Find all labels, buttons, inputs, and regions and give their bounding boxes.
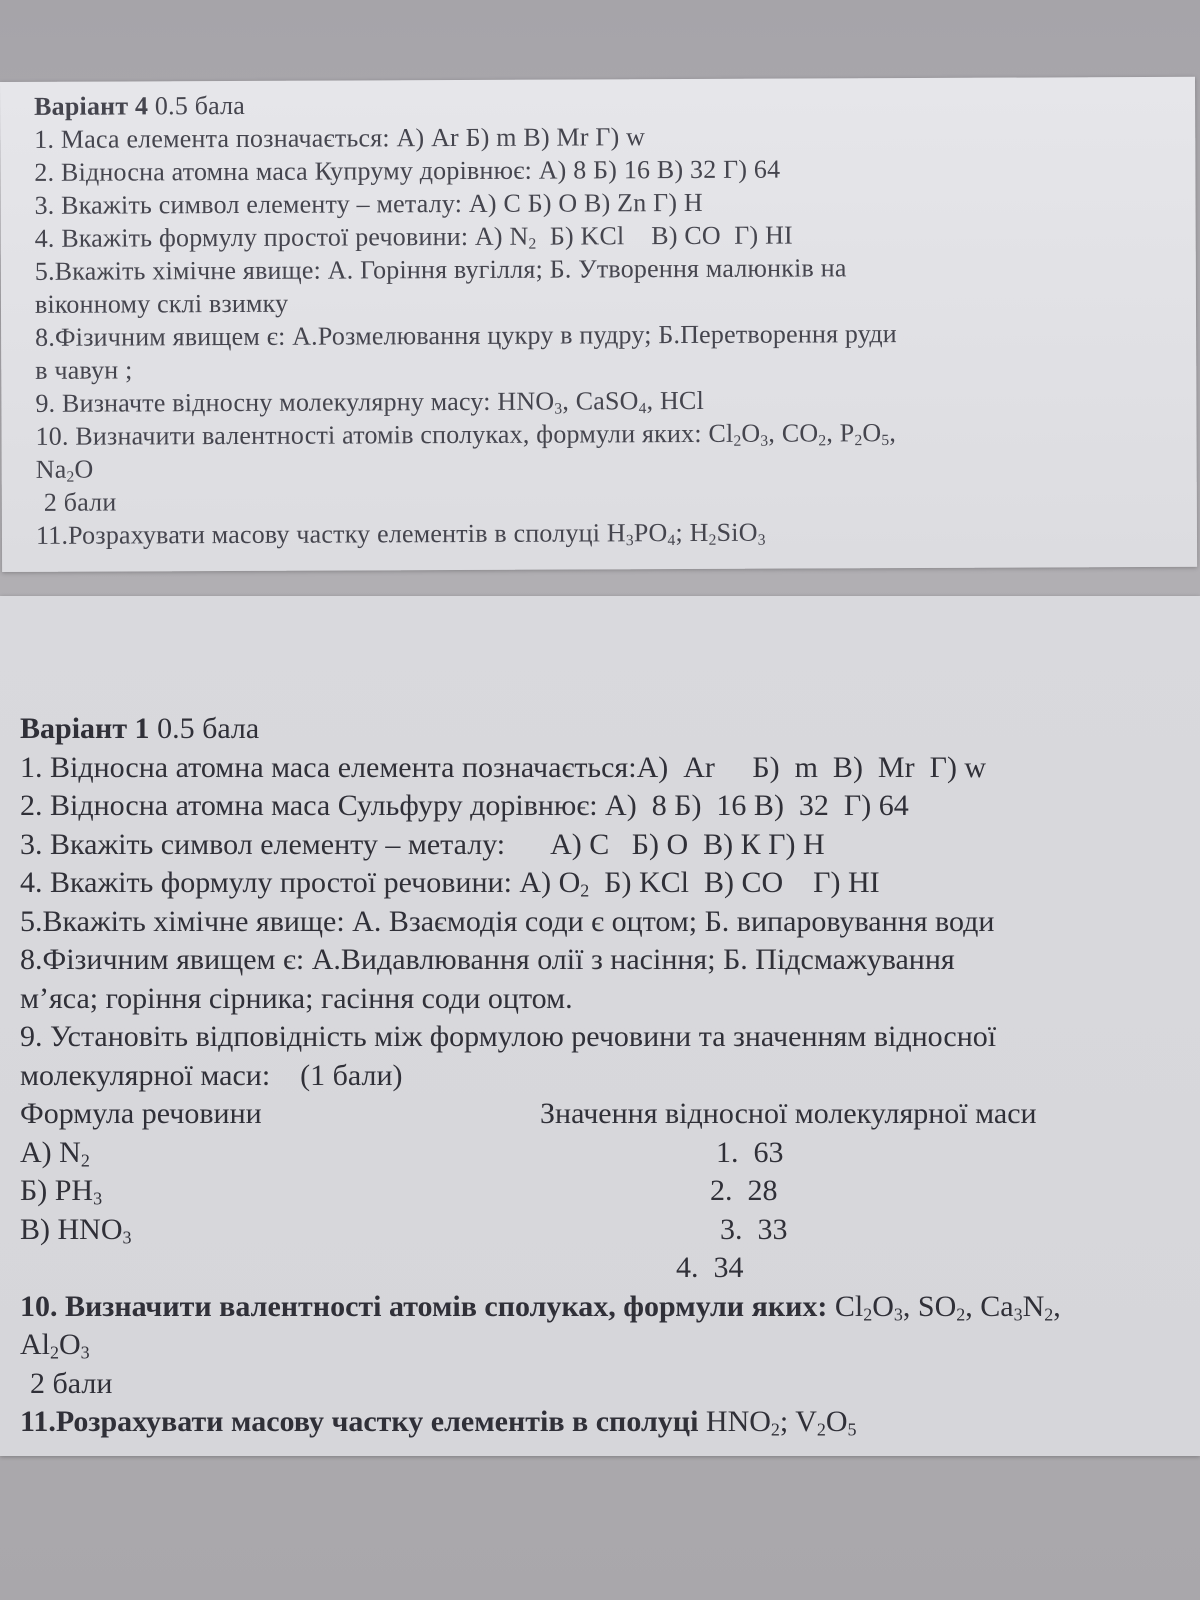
mass-option-extra: 4. 34: [676, 1251, 744, 1284]
mass-column-header: Значення відносної молекулярної маси: [540, 1097, 1037, 1130]
v1-question-4: 4. Вкажіть формулу простої речовини: А) $O_2$ Б) KCl В) CO Г) HI: [20, 866, 880, 901]
v1-question-11: 11.Розрахувати масову частку елементів в сполуці $HNO_2$; $V_2O_5$: [20, 1405, 857, 1440]
variant-4-heading: Варіант 4 0.5 бала: [34, 90, 246, 121]
v4-question-8-line-1: 8.Фізичним явищем є: А.Розмелювання цукру в пудру; Б.Перетворення руди: [35, 319, 897, 352]
v1-question-9-line-2: молекулярної маси: (1 бали): [20, 1058, 403, 1092]
variant-1-heading: Варіант 1 0.5 бала: [20, 712, 260, 745]
mass-option: 2. 28: [710, 1174, 778, 1207]
v4-question-5-line-2: віконному склі взимку: [34, 288, 289, 319]
v4-question-3: 3. Вкажіть символ елементу – металу: А) С Б) О В) Zn Г) Н: [34, 187, 703, 220]
v1-question-10-line-2: $Al_2O_3$: [20, 1328, 90, 1363]
v1-question-9-line-1: 9. Установіть відповідність між формулою речовини та значенням відносної: [20, 1020, 997, 1053]
formula-cell: Б) $PH_3$: [20, 1174, 103, 1209]
v1-question-8-line-2: м’яса; горіння сірника; гасіння соди оцтом.: [20, 981, 573, 1015]
v4-question-9: 9. Визначте відносну молекулярну масу: $HNO_3$, CaSO$_4$, HCl: [35, 385, 705, 418]
v4-question-5-line-1: 5.Вкажіть хімічне явище: А. Горіння вугілля; Б. Утворення малюнків на: [34, 253, 847, 286]
v1-question-3: 3. Вкажіть символ елементу – металу: А) С Б) О В) К Г) Н: [20, 827, 825, 861]
v4-question-11: 11.Розрахувати масову частку елементів в сполуці $H_3PO_4$; $H_2SiO_3$: [35, 517, 766, 550]
v4-question-4: 4. Вкажіть формулу простої речовини: А) $N_2$ Б) KCl В) CO Г) HI: [34, 220, 793, 253]
sheet-variant-1: [0, 596, 1200, 1456]
v4-question-2: 2. Відносна атомна маса Купруму дорівнює: А) 8 Б) 16 В) 32 Г) 64: [34, 154, 781, 187]
v4-points-label: 2 бали: [43, 487, 117, 517]
formula-cell: В) $HNO_3$: [20, 1212, 132, 1247]
v1-question-2: 2. Відносна атомна маса Сульфуру дорівнює: А) 8 Б) 16 В) 32 Г) 64: [20, 789, 909, 822]
matching-row: [20, 1176, 1172, 1215]
matching-table-header: [20, 1099, 1172, 1138]
v4-question-10-line-2: $Na_2O$: [35, 454, 94, 486]
v1-points-label: 2 бали: [30, 1366, 113, 1400]
mass-option: 1. 63: [716, 1135, 784, 1169]
matching-row: [20, 1135, 1172, 1177]
v1-question-10: 10. Визначити валентності атомів сполуках, формули яких: $Cl_2O_3$, $SO_2$, $Ca_3N_2$,: [20, 1289, 1061, 1324]
v4-question-8-line-2: в чавун ;: [35, 355, 133, 385]
v4-question-1: 1. Маса елемента позначається: А) Ar Б) m В) Mr Г) w: [34, 122, 646, 154]
v1-question-8-line-1: 8.Фізичним явищем є: А.Видавлювання олії з насіння; Б. Підсмажування: [20, 943, 955, 976]
v1-question-1: 1. Відносна атомна маса елемента позначається:А) Ar Б) m В) Mr Г) w: [20, 750, 987, 784]
matching-row: [20, 1212, 1172, 1254]
sheet-variant-4: [0, 77, 1197, 572]
v4-question-10: 10. Визначити валентності атомів сполуках, формули яких: $Cl_2O_3$, $CO_2$, $P_2O_5$,: [35, 418, 897, 451]
formula-column-header: Формула речовини: [20, 1097, 262, 1130]
v1-question-5: 5.Вкажіть хімічне явище: А. Взаємодія соди є оцтом; Б. випаровування води: [20, 904, 995, 938]
formula-cell: А) $N_2$: [20, 1135, 90, 1170]
mass-option: 3. 33: [720, 1212, 788, 1246]
